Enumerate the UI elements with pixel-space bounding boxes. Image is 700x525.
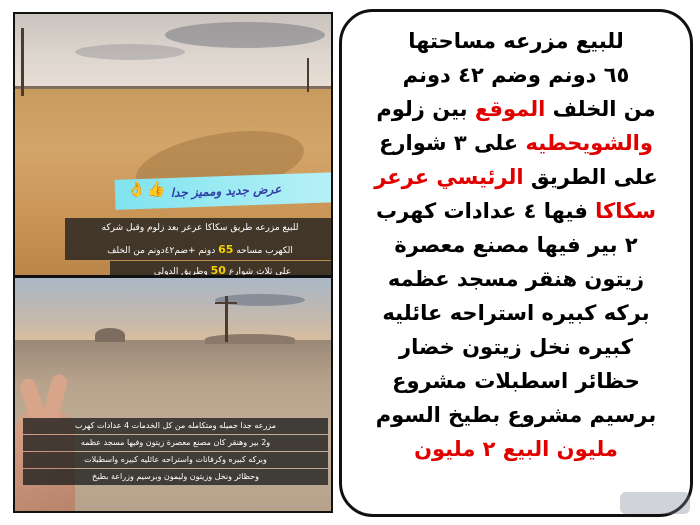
ad-text-segment: من الخلف	[545, 97, 656, 121]
ad-line	[352, 364, 680, 398]
ad-line	[352, 24, 680, 58]
caption-line: للبيع مزرعه طريق سكاكا عرعر بعد زلوم وقبل شركه	[65, 218, 333, 239]
sky	[15, 278, 331, 340]
thumbs-up-icon: 👌👍	[127, 180, 167, 198]
ad-line	[352, 262, 680, 296]
ad-text-segment: زيتون هنقر مسجد عظمه	[387, 267, 645, 291]
ad-line	[352, 330, 680, 364]
ad-highlight-text: الموقع	[474, 97, 546, 121]
caption-line: مزرعه جدا جميله ومتكامله من كل الخدمات 4 عدادات كهرب	[23, 418, 328, 434]
utility-pole	[307, 58, 309, 92]
ad-text-segment: على ٣ شوارع	[379, 131, 526, 155]
ad-line	[352, 126, 680, 160]
ad-line	[352, 160, 680, 194]
ad-text-segment: كبيره نخل زيتون خضار	[399, 335, 633, 359]
ad-highlight-text: والشويحطيه	[525, 131, 653, 155]
caption-line: الكهرب مساحه 65 دونم +ضم٤٢دونم من الخلف	[65, 239, 333, 260]
ad-line	[352, 296, 680, 330]
ad-line	[352, 194, 680, 228]
ad-text-segment: فيها ٤ عدادات كهرب	[375, 199, 596, 223]
ad-text-segment: ٢ بير فيها مصنع معصرة	[394, 233, 638, 257]
utility-pole-crossbar	[215, 302, 237, 304]
ad-highlight-text: مليون البيع ٢ مليون	[414, 437, 618, 461]
caption-line: وحظائر ونخل وزيتون وليمون وبرسيم وزراعة بطيخ	[23, 469, 328, 485]
ad-text-segment: حظائر اسطبلات مشروع	[392, 369, 640, 393]
land-photo-top	[13, 12, 333, 277]
cloud	[165, 22, 325, 48]
cloud	[75, 44, 185, 60]
land-photo-bottom	[13, 276, 333, 513]
ad-text-card	[339, 9, 693, 517]
tree-cluster	[95, 328, 125, 342]
caption-line: وبركه كبيره وكرفانات واستراحه عائليه كبيره واسطبلات	[23, 452, 328, 468]
ad-highlight-text: الرئيسي عرعر	[374, 165, 524, 189]
ad-line	[352, 58, 680, 92]
watermark-logo	[620, 492, 690, 514]
ad-line	[352, 432, 680, 466]
ad-text-segment: برسيم مشروع بطيخ السوم	[375, 403, 657, 427]
utility-pole	[21, 28, 24, 96]
ad-text-segment: بركه كبيره استراحه عائليه	[382, 301, 650, 325]
cloud	[215, 294, 305, 306]
caption-line: على ثلاث شوارع 50 وطريق الدولي	[110, 261, 333, 277]
ad-line	[352, 398, 680, 432]
offer-banner-text: عرض جديد ومميز جدا	[170, 182, 282, 200]
ad-line	[352, 228, 680, 262]
dirt-mound	[205, 334, 295, 344]
ad-text-segment: ٦٥ دونم وضم ٤٢ دونم	[402, 63, 630, 87]
ad-text	[352, 24, 680, 466]
ad-text-segment: على الطريق	[523, 165, 658, 189]
ad-line	[352, 92, 680, 126]
caption-line: و2 بير وهنقر كان مصنع معصرة زيتون وفيها مسجد عظمه	[23, 435, 328, 451]
ad-text-segment: بين زلوم	[376, 97, 475, 121]
ad-text-segment: للبيع مزرعه مساحتها	[408, 29, 624, 53]
ad-highlight-text: سكاكا	[595, 199, 656, 223]
